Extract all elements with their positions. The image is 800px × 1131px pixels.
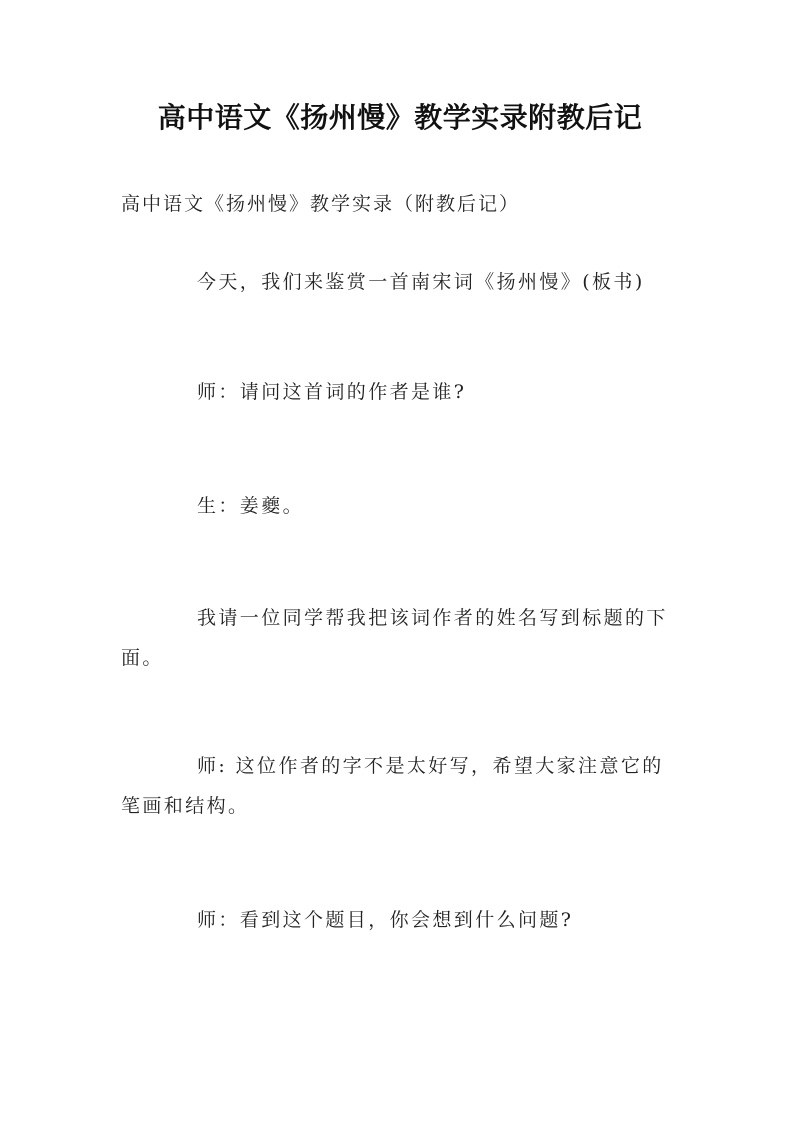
paragraph: 今天，我们来鉴赏一首南宋词《扬州慢》(板书) <box>197 271 645 293</box>
document-subtitle: 高中语文《扬州慢》教学实录（附教后记） <box>121 193 521 215</box>
paragraph: 师：看到这个题目，你会想到什么问题? <box>197 909 574 931</box>
paragraph: 师：请问这首词的作者是谁? <box>197 381 467 403</box>
document-title: 高中语文《扬州慢》教学实录附教后记 <box>157 101 643 134</box>
paragraph: 师: 这位作者的字不是太好写，希望大家注意它的笔画和结构。 <box>121 755 664 817</box>
paragraph: 我请一位同学帮我把该词作者的姓名写到标题的下面。 <box>121 607 668 669</box>
paragraph: 生：姜夔。 <box>197 495 305 517</box>
